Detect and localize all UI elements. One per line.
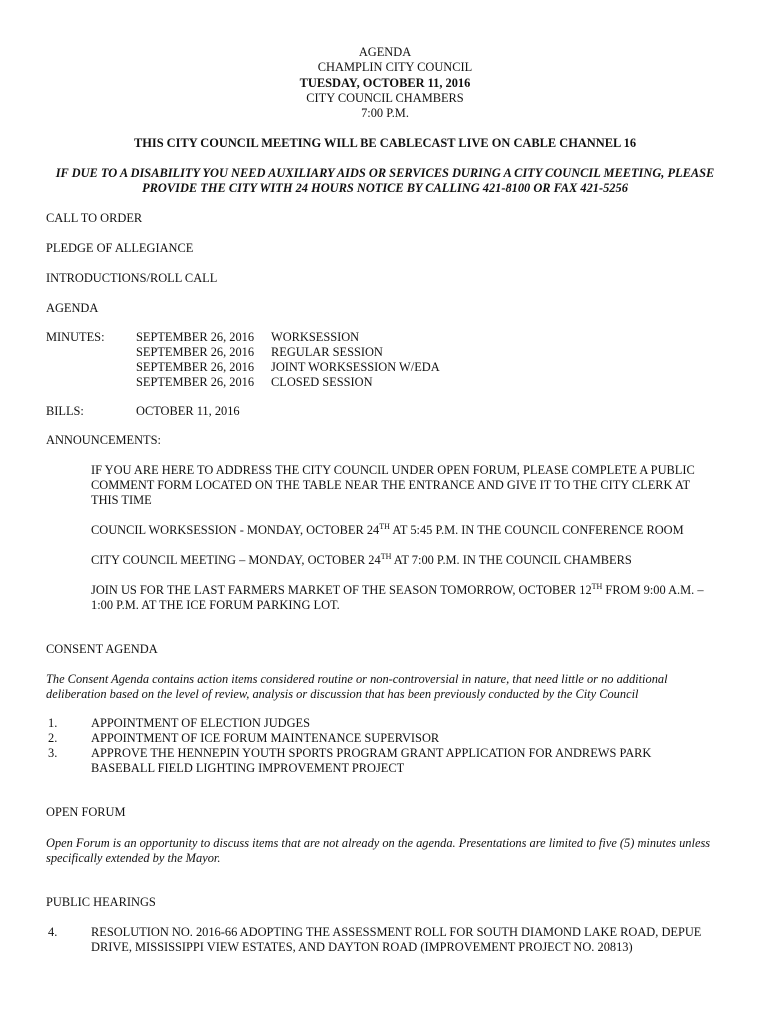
minutes-session: JOINT WORKSESSION W/EDA [271,360,440,374]
announcement-open-forum-line3: THIS TIME [91,493,152,507]
minutes-date: SEPTEMBER 26, 2016 [136,375,255,389]
consent-item-text: APPOINTMENT OF ELECTION JUDGES [91,716,311,730]
cablecast-notice: THIS CITY COUNCIL MEETING WILL BE CABLECAST LIVE ON CABLE CHANNEL 16 [133,136,637,150]
consent-agenda-description-line2: deliberation based on the level of review, analysis or discussion that has been previously conducted by the City Council [46,687,639,701]
header-agenda: AGENDA [358,45,412,59]
section-pledge: PLEDGE OF ALLEGIANCE [46,241,194,255]
consent-item-number: 2. [48,731,58,745]
section-call-to-order: CALL TO ORDER [46,211,143,225]
announcement-worksession: COUNCIL WORKSESSION - MONDAY, OCTOBER 24TH AT 5:45 P.M. IN THE COUNCIL CONFERENCE ROOM [91,521,684,537]
header-meeting-date: TUESDAY, OCTOBER 11, 2016 [299,76,471,90]
hearing-item-number: 4. [48,925,58,939]
bills-label: BILLS: [46,404,84,418]
announcement-open-forum-line2: COMMENT FORM LOCATED ON THE TABLE NEAR THE ENTRANCE AND GIVE IT TO THE CITY CLERK AT [91,478,691,492]
minutes-date: SEPTEMBER 26, 2016 [136,345,255,359]
consent-item-text: APPROVE THE HENNEPIN YOUTH SPORTS PROGRAM GRANT APPLICATION FOR ANDREWS PARK [91,746,652,760]
header-time: 7:00 P.M. [361,106,409,120]
open-forum-heading: OPEN FORUM [46,805,126,819]
consent-item-text-line2: BASEBALL FIELD LIGHTING IMPROVEMENT PROJECT [91,761,405,775]
consent-item-number: 3. [48,746,58,760]
minutes-date: SEPTEMBER 26, 2016 [136,360,255,374]
minutes-label: MINUTES: [46,330,105,344]
open-forum-description-line2: specifically extended by the Mayor. [46,851,221,865]
header-council-name: CHAMPLIN CITY COUNCIL [317,60,473,74]
open-forum-description-line1: Open Forum is an opportunity to discuss items that are not already on the agenda. Presentations are limited to five (5) minutes unless [46,836,711,850]
announcement-council-meeting: CITY COUNCIL MEETING – MONDAY, OCTOBER 24TH AT 7:00 P.M. IN THE COUNCIL CHAMBERS [91,551,632,567]
announcement-open-forum-line1: IF YOU ARE HERE TO ADDRESS THE CITY COUNCIL UNDER OPEN FORUM, PLEASE COMPLETE A PUBLIC [91,463,695,477]
minutes-session: REGULAR SESSION [271,345,383,359]
consent-item-text: APPOINTMENT OF ICE FORUM MAINTENANCE SUPERVISOR [91,731,440,745]
disability-notice-line1: IF DUE TO A DISABILITY YOU NEED AUXILIARY AIDS OR SERVICES DURING A CITY COUNCIL MEETING, PLEASE [55,166,715,180]
hearing-item-text-line2: DRIVE, MISSISSIPPI VIEW ESTATES, AND DAYTON ROAD (IMPROVEMENT PROJECT NO. 20813) [91,940,633,954]
minutes-session: WORKSESSION [271,330,360,344]
announcement-farmers-market-line2: 1:00 P.M. AT THE ICE FORUM PARKING LOT. [91,598,340,612]
disability-notice-line2: PROVIDE THE CITY WITH 24 HOURS NOTICE BY CALLING 421-8100 OR FAX 421-5256 [142,181,628,195]
consent-agenda-description-line1: The Consent Agenda contains action items considered routine or non-controversial in nature, that need little or no additional [46,672,668,686]
consent-agenda-heading: CONSENT AGENDA [46,642,158,656]
minutes-date: SEPTEMBER 26, 2016 [136,330,255,344]
minutes-session: CLOSED SESSION [271,375,373,389]
public-hearings-heading: PUBLIC HEARINGS [46,895,156,909]
hearing-item-text: RESOLUTION NO. 2016-66 ADOPTING THE ASSESSMENT ROLL FOR SOUTH DIAMOND LAKE ROAD, DEPUE [91,925,702,939]
header-location: CITY COUNCIL CHAMBERS [306,91,464,105]
section-agenda: AGENDA [46,301,99,315]
section-introductions: INTRODUCTIONS/ROLL CALL [46,271,218,285]
announcement-farmers-market: JOIN US FOR THE LAST FARMERS MARKET OF THE SEASON TOMORROW, OCTOBER 12TH FROM 9:00 A.M. – [91,581,704,597]
consent-item-number: 1. [48,716,58,730]
bills-date: OCTOBER 11, 2016 [136,404,240,418]
announcements-heading: ANNOUNCEMENTS: [46,433,161,447]
